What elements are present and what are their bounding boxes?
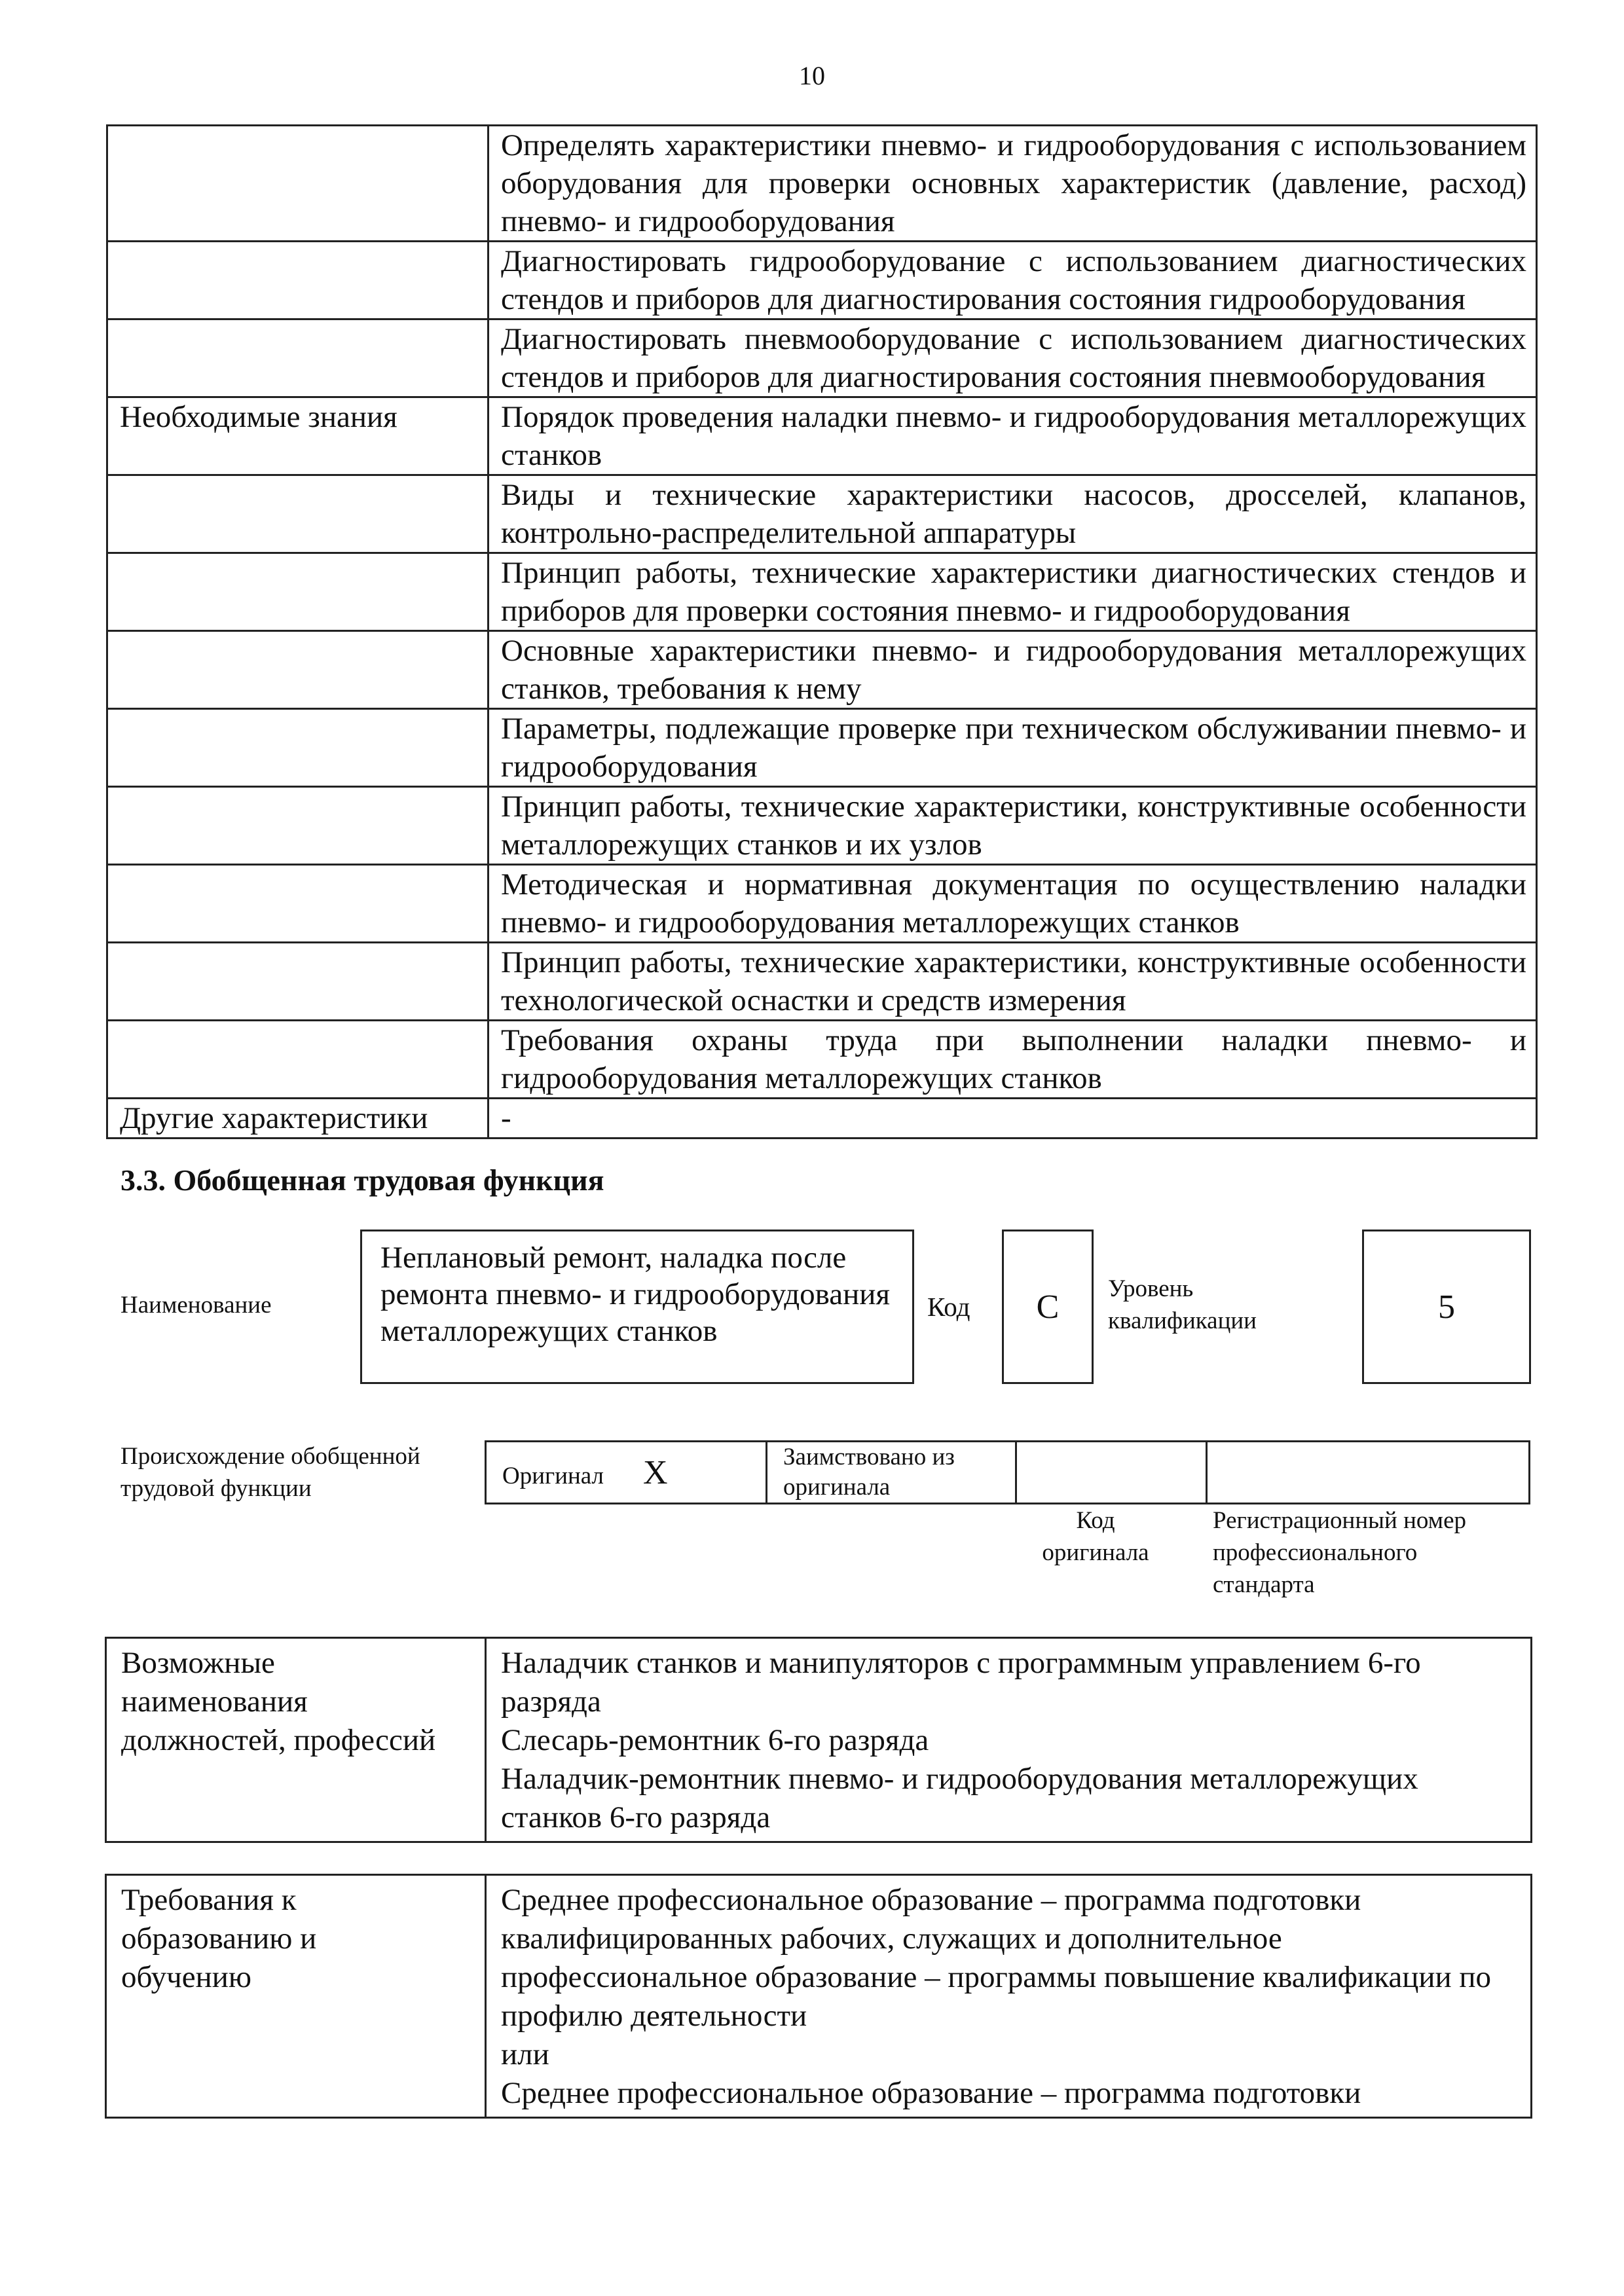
education-item: Среднее профессиональное образование – программа подготовки xyxy=(501,2076,1361,2110)
empty-label-cell xyxy=(107,475,489,553)
borrowed-label-line: оригинала xyxy=(783,1474,891,1501)
label-line: наименования xyxy=(121,1685,308,1719)
borrowed-cell xyxy=(767,1442,1016,1504)
page-number: 10 xyxy=(799,61,825,90)
table-row xyxy=(107,787,1537,865)
positions-label xyxy=(106,1638,486,1842)
knowledge-cell: Порядок проведения наладки пневмо- и гидрооборудования металлорежущих станков xyxy=(489,397,1537,475)
code-original-cell xyxy=(1016,1442,1207,1504)
position-item: Слесарь-ремонтник 6-го разряда xyxy=(501,1723,929,1757)
original-mark: X xyxy=(643,1453,668,1491)
borrowed-label-line: Заимствовано из xyxy=(783,1444,955,1470)
knowledge-cell: Основные характеристики пневмо- и гидрооборудования металлорежущих станков, требования к нему xyxy=(489,631,1537,709)
original-label: Оригинал xyxy=(502,1462,604,1489)
code-original-caption xyxy=(1027,1504,1164,1569)
name-label: Наименование xyxy=(120,1292,272,1319)
level-label-line: Уровень xyxy=(1108,1275,1194,1302)
caption-line: профессионального xyxy=(1213,1539,1418,1566)
table-row xyxy=(107,126,1537,242)
other-label: Другие характеристики xyxy=(107,1099,489,1139)
origin-label-line: трудовой функции xyxy=(120,1475,312,1502)
knowledge-label: Необходимые знания xyxy=(107,397,489,475)
empty-label-cell xyxy=(107,787,489,865)
table-row xyxy=(106,1875,1532,2118)
label-line: должностей, профессий xyxy=(121,1723,436,1757)
empty-label-cell xyxy=(107,943,489,1021)
table-row xyxy=(107,709,1537,787)
caption-line: Код xyxy=(1076,1507,1115,1534)
positions-list xyxy=(486,1638,1532,1842)
knowledge-cell: Принцип работы, технические характеристики диагностических стендов и приборов для проверки состояния пневмо- и гидрооборудования xyxy=(489,553,1537,631)
caption-line: Регистрационный номер xyxy=(1213,1507,1467,1534)
empty-label-cell xyxy=(107,553,489,631)
origin-label xyxy=(120,1440,420,1504)
other-value: - xyxy=(489,1099,1537,1139)
label-line: Требования к xyxy=(121,1883,297,1917)
empty-label-cell xyxy=(107,865,489,943)
position-item: Наладчик станков и манипуляторов с программным управлением 6-го разряда xyxy=(501,1646,1421,1719)
table-row xyxy=(107,1021,1537,1099)
qualification-level-label xyxy=(1108,1273,1257,1337)
knowledge-cell: Требования охраны труда при выполнении наладки пневмо- и гидрооборудования металлорежущих станков xyxy=(489,1021,1537,1099)
empty-label-cell xyxy=(107,709,489,787)
table-row xyxy=(107,242,1537,319)
function-name-box: Неплановый ремонт, наладка после ремонта пневмо- и гидрооборудования металлорежущих станков xyxy=(360,1230,914,1384)
skill-cell: Диагностировать пневмооборудование с использованием диагностических стендов и приборов для диагностирования состояния пневмооборудования xyxy=(489,319,1537,397)
function-code-box: C xyxy=(1002,1230,1094,1384)
table-row xyxy=(107,1099,1537,1139)
table-row xyxy=(107,553,1537,631)
original-cell xyxy=(486,1442,767,1504)
reg-number-cell xyxy=(1207,1442,1530,1504)
education-item: Среднее профессиональное образование – программа подготовки квалифицированных рабочих, служащих и дополнительное профессиональное образование – программы повышение квалификации по профилю деятельности xyxy=(501,1883,1492,2033)
education-table xyxy=(105,1874,1532,2119)
empty-label-cell xyxy=(107,631,489,709)
table-row xyxy=(107,397,1537,475)
empty-label-cell xyxy=(107,242,489,319)
table-row xyxy=(107,319,1537,397)
education-item: или xyxy=(501,2037,549,2071)
table-row xyxy=(486,1442,1530,1504)
skill-cell: Определять характеристики пневмо- и гидрооборудования с использованием оборудования для проверки основных характеристик (давление, расход) пневмо- и гидрооборудования xyxy=(489,126,1537,242)
origin-table xyxy=(485,1440,1530,1504)
level-label-line: квалификации xyxy=(1108,1307,1257,1334)
caption-line: стандарта xyxy=(1213,1571,1315,1598)
empty-label-cell xyxy=(107,126,489,242)
code-label: Код xyxy=(927,1292,970,1322)
empty-label-cell xyxy=(107,319,489,397)
qualification-level-box: 5 xyxy=(1362,1230,1531,1384)
section-heading: 3.3. Обобщенная трудовая функция xyxy=(120,1163,604,1197)
table-row xyxy=(107,631,1537,709)
label-line: Возможные xyxy=(121,1646,275,1680)
education-label xyxy=(106,1875,486,2118)
knowledge-cell: Параметры, подлежащие проверке при техническом обслуживании пневмо- и гидрооборудования xyxy=(489,709,1537,787)
knowledge-cell: Принцип работы, технические характеристики, конструктивные особенности металлорежущих станков и их узлов xyxy=(489,787,1537,865)
empty-label-cell xyxy=(107,1021,489,1099)
caption-line: оригинала xyxy=(1042,1539,1149,1566)
skill-cell: Диагностировать гидрооборудование с использованием диагностических стендов и приборов для диагностирования состояния гидрооборудования xyxy=(489,242,1537,319)
knowledge-cell: Виды и технические характеристики насосов, дросселей, клапанов, контрольно-распределительной аппаратуры xyxy=(489,475,1537,553)
label-line: образованию и xyxy=(121,1922,317,1956)
knowledge-cell: Методическая и нормативная документация по осуществлению наладки пневмо- и гидрооборудования металлорежущих станков xyxy=(489,865,1537,943)
education-list xyxy=(486,1875,1532,2118)
knowledge-table xyxy=(106,124,1538,1139)
label-line: обучению xyxy=(121,1960,252,1994)
table-row xyxy=(107,865,1537,943)
reg-number-caption xyxy=(1213,1504,1527,1601)
positions-table xyxy=(105,1637,1532,1843)
table-row xyxy=(106,1638,1532,1842)
knowledge-cell: Принцип работы, технические характеристики, конструктивные особенности технологической оснастки и средств измерения xyxy=(489,943,1537,1021)
origin-label-line: Происхождение обобщенной xyxy=(120,1443,420,1470)
table-row xyxy=(107,475,1537,553)
table-row xyxy=(107,943,1537,1021)
position-item: Наладчик-ремонтник пневмо- и гидрооборудования металлорежущих станков 6-го разряда xyxy=(501,1762,1418,1834)
